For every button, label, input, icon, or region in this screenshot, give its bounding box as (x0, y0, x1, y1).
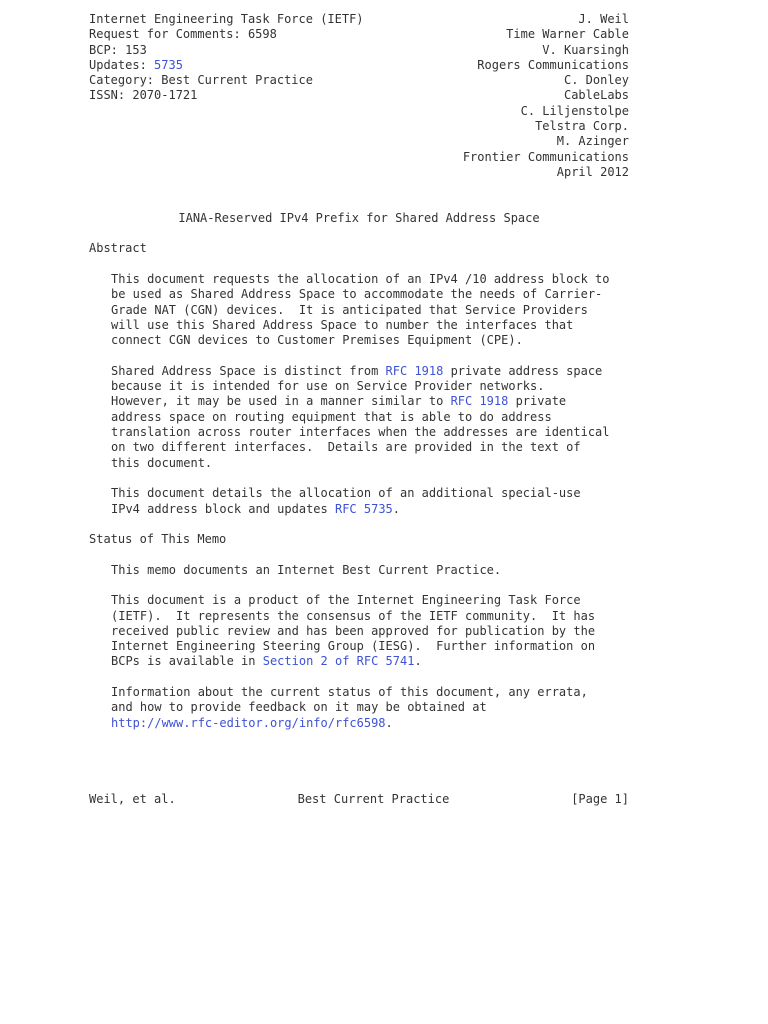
rfc1918-link[interactable]: RFC 1918 (385, 363, 444, 378)
header-issn: ISSN: 2070-1721 (89, 88, 198, 103)
header-category: Category: Best Current Practice (89, 73, 313, 88)
updates-rfc-link[interactable]: 5735 (154, 57, 183, 72)
status-paragraph-1 (89, 563, 629, 578)
status-paragraph-2 (89, 593, 629, 669)
footer-page-number: [Page 1] (571, 792, 629, 807)
text-line: because it is intended for use on Service Provider networks. (111, 379, 545, 394)
document-title: IANA-Reserved IPv4 Prefix for Shared Address Space (178, 210, 540, 225)
text-line: and how to provide feedback on it may be obtained at (111, 700, 487, 715)
text-line: be used as Shared Address Space to accommodate the needs of Carrier- (111, 287, 603, 302)
text-segment: private address space (443, 363, 603, 378)
author-affiliation: Rogers Communications (477, 57, 629, 72)
rfc5741-section-link[interactable]: Section 2 of RFC 5741 (262, 654, 415, 669)
header-rfc-number: Request for Comments: 6598 (89, 27, 277, 42)
text-segment: . (385, 715, 393, 730)
status-heading: Status of This Memo (89, 532, 227, 547)
text-segment: However, it may be used in a manner similar to (111, 394, 451, 409)
text-line: received public review and has been approved for publication by the (111, 623, 596, 638)
text-line (111, 716, 629, 731)
text-line: address space on routing equipment that is able to do address (111, 409, 552, 424)
text-segment: . (414, 654, 422, 669)
text-segment: IPv4 address block and updates (111, 501, 335, 516)
text-line: connect CGN devices to Customer Premises Equipment (CPE). (111, 333, 523, 348)
author-affiliation: Frontier Communications (462, 149, 629, 164)
text-segment: Shared Address Space is distinct from (111, 363, 386, 378)
header-row (89, 58, 629, 73)
text-line: Grade NAT (CGN) devices. It is anticipated that Service Providers (111, 302, 588, 317)
text-line: will use this Shared Address Space to number the interfaces that (111, 317, 574, 332)
header-row (89, 12, 629, 27)
abstract-paragraph-3 (89, 486, 629, 517)
header-row (89, 27, 629, 42)
header-row (89, 88, 629, 103)
text-line: This document is a product of the Internet Engineering Task Force (111, 593, 581, 608)
header-org: Internet Engineering Task Force (IETF) (89, 12, 364, 26)
text-line: Internet Engineering Steering Group (IESG). Further information on (111, 639, 596, 654)
text-segment: private (508, 394, 567, 409)
header-updates (89, 58, 183, 73)
status-paragraph-3 (89, 685, 629, 731)
text-line: this document. (111, 455, 213, 470)
author-name: C. Donley (563, 73, 629, 88)
text-segment: BCPs is available in (111, 654, 263, 669)
abstract-paragraph-2 (89, 364, 629, 471)
rfc-page (89, 12, 629, 807)
author-affiliation: Telstra Corp. (535, 119, 629, 134)
author-name: C. Liljenstolpe (520, 103, 629, 118)
abstract-heading: Abstract (89, 241, 147, 256)
rfc1918-link[interactable]: RFC 1918 (450, 394, 509, 409)
header-row (89, 73, 629, 88)
rfc5735-link[interactable]: RFC 5735 (334, 501, 393, 516)
rfc-editor-info-link[interactable]: http://www.rfc-editor.org/info/rfc6598 (111, 715, 386, 730)
header-updates-label: Updates: (89, 57, 155, 72)
author-name: M. Azinger (556, 134, 629, 149)
header-block (89, 12, 629, 180)
abstract-paragraph-1 (89, 272, 629, 348)
text-line: This document details the allocation of an additional special-use (111, 486, 581, 501)
author-affiliation: Time Warner Cable (506, 27, 629, 42)
text-line (111, 502, 629, 517)
author-name: J. Weil (578, 12, 629, 26)
text-segment: . (392, 501, 400, 516)
text-line (111, 394, 629, 409)
text-line: translation across router interfaces when the addresses are identical (111, 425, 610, 440)
footer-category: Best Current Practice (297, 792, 450, 807)
text-line (111, 654, 629, 669)
footer-authors: Weil, et al. (89, 792, 176, 807)
author-affiliation: CableLabs (563, 88, 629, 103)
text-line: This document requests the allocation of an IPv4 /10 address block to (111, 272, 610, 287)
text-line: This memo documents an Internet Best Current Practice. (111, 562, 502, 577)
text-line: on two different interfaces. Details are provided in the text of (111, 440, 581, 455)
author-name: V. Kuarsingh (542, 42, 629, 57)
page-footer (89, 792, 629, 807)
publication-date: April 2012 (556, 164, 629, 179)
header-bcp: BCP: 153 (89, 42, 147, 57)
text-line (111, 364, 629, 379)
text-line: Information about the current status of this document, any errata, (111, 685, 588, 700)
header-row (89, 43, 629, 58)
text-line: (IETF). It represents the consensus of the IETF community. It has (111, 608, 596, 623)
